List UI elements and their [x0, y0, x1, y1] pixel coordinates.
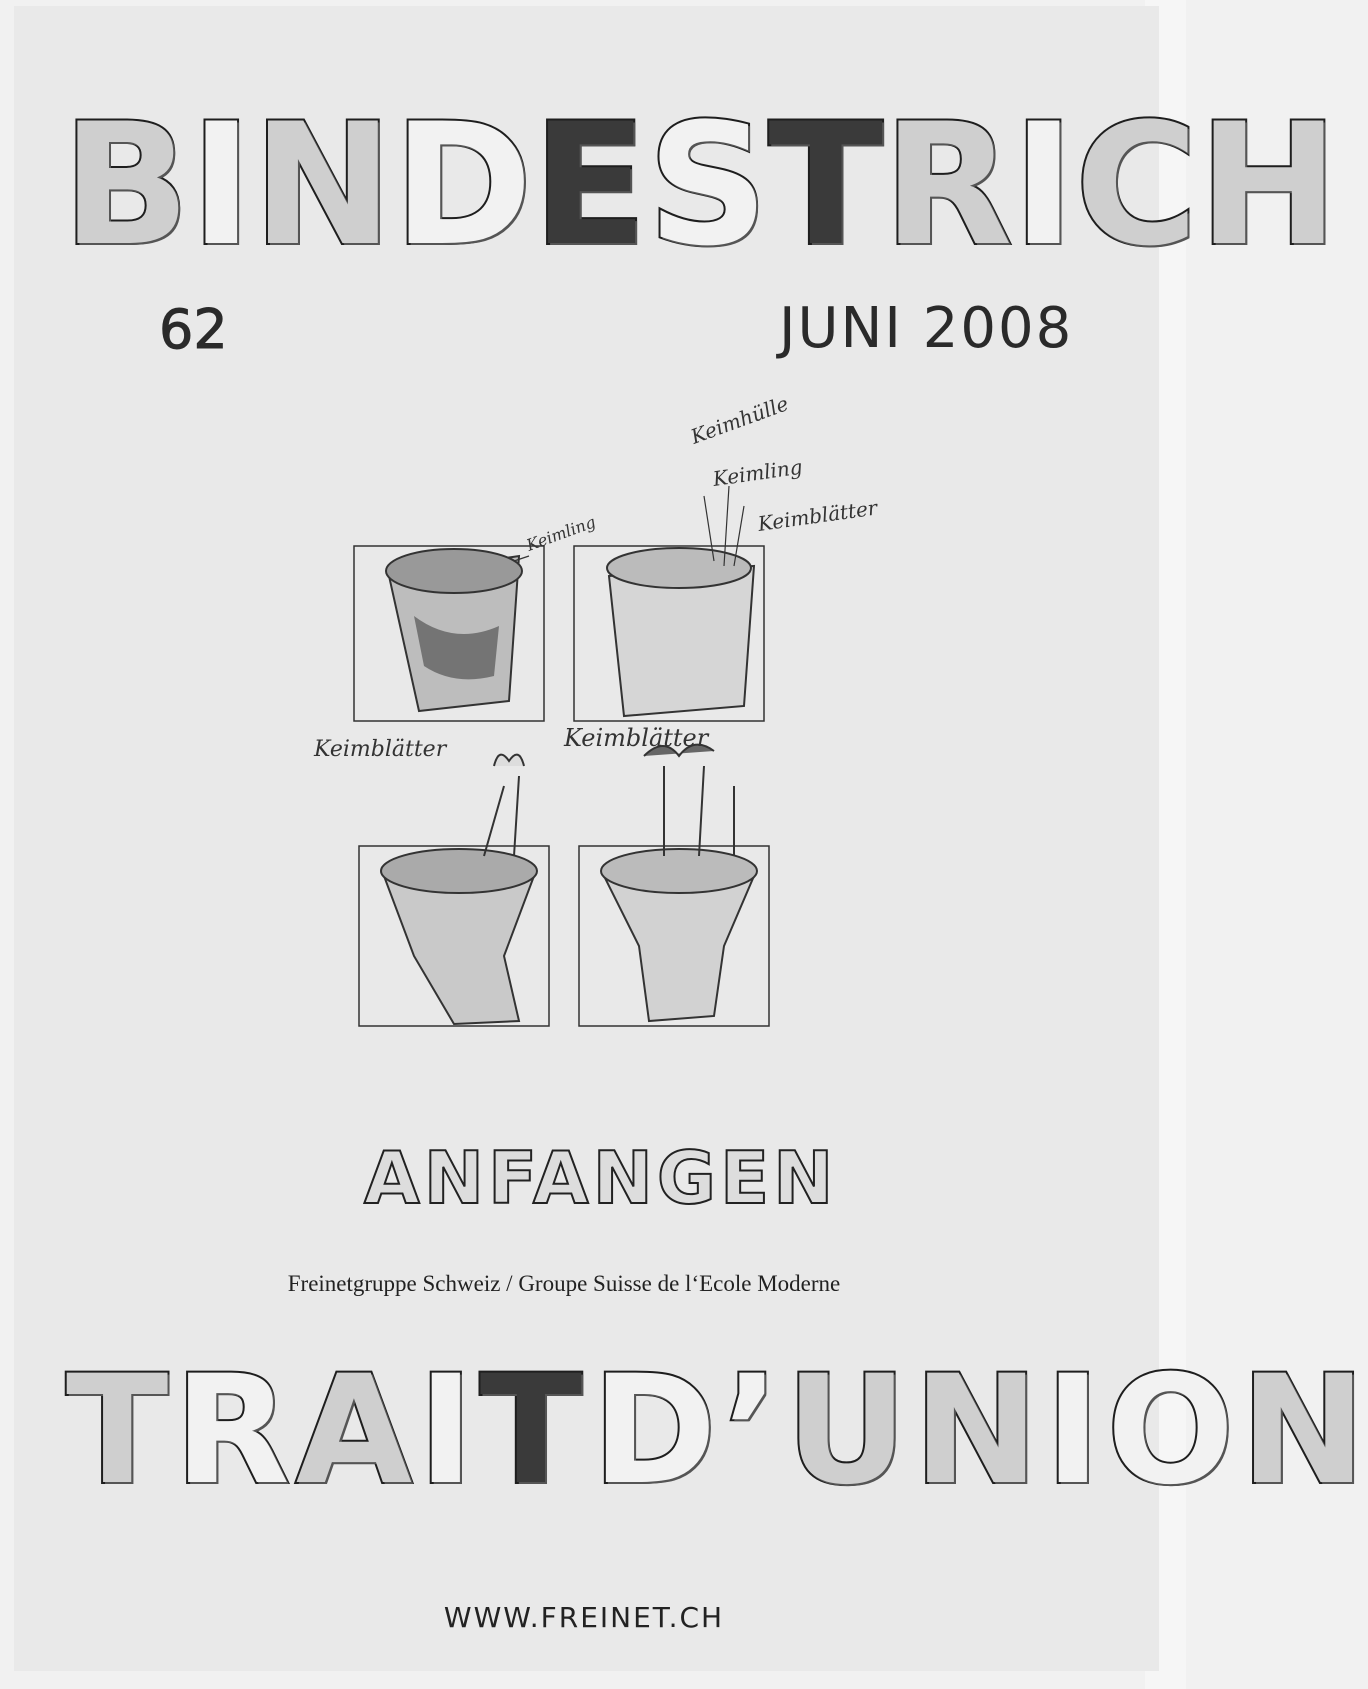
- title-letter: I: [1044, 1344, 1103, 1518]
- seedling-illustration: [304, 391, 1004, 1056]
- title-letter: B: [62, 87, 187, 283]
- title-letter: D: [592, 1344, 719, 1518]
- headline: ANFANGEN: [364, 1136, 838, 1220]
- panel-3: [359, 755, 549, 1026]
- label-keimblaetter-4: Keimblätter: [564, 724, 709, 752]
- title-letter: N: [252, 87, 390, 283]
- website-url: WWW.FREINET.CH: [443, 1601, 725, 1634]
- title-letter: I: [1012, 87, 1071, 283]
- subtitle: Freinetgruppe Schweiz / Groupe Suisse de l‘Ecole Moderne: [287, 1271, 841, 1296]
- issue-number: 62: [159, 298, 228, 361]
- panel-1: [354, 546, 544, 721]
- label-keimblaetter-3: Keimblätter: [314, 737, 447, 762]
- title-letter: C: [1074, 87, 1195, 283]
- label-keimling-2: Keimling: [711, 454, 804, 491]
- magazine-cover: [14, 6, 1368, 1671]
- issue-date: JUNI 2008: [779, 296, 1074, 361]
- title-letter: S: [647, 87, 765, 283]
- title-letter: ’: [722, 1344, 782, 1518]
- label-keimhuelle: Keimhülle: [687, 391, 792, 449]
- title-letter: T: [479, 1344, 585, 1518]
- label-keimblaetter-2: Keimblätter: [756, 495, 879, 536]
- title-letter: I: [417, 1344, 476, 1518]
- title-letter: R: [883, 87, 1009, 283]
- title-letter: N: [913, 1344, 1041, 1518]
- title-letter: E: [532, 87, 644, 283]
- title-letter: I: [190, 87, 249, 283]
- panel-2: [574, 486, 764, 721]
- title-letter: R: [174, 1344, 292, 1518]
- title-letter: H: [1198, 87, 1335, 283]
- title-letter: O: [1106, 1344, 1237, 1518]
- label-keimling-1: Keimling: [523, 512, 599, 555]
- title-letter: A: [295, 1344, 414, 1518]
- title-bindestrich: [62, 87, 1335, 283]
- title-letter: N: [1240, 1344, 1368, 1518]
- title-trait-dunion: [66, 1344, 1368, 1518]
- title-letter: U: [785, 1344, 910, 1518]
- title-letter: T: [66, 1344, 171, 1518]
- title-letter: D: [393, 87, 529, 283]
- title-letter: T: [768, 87, 880, 283]
- panel-4: [579, 745, 769, 1026]
